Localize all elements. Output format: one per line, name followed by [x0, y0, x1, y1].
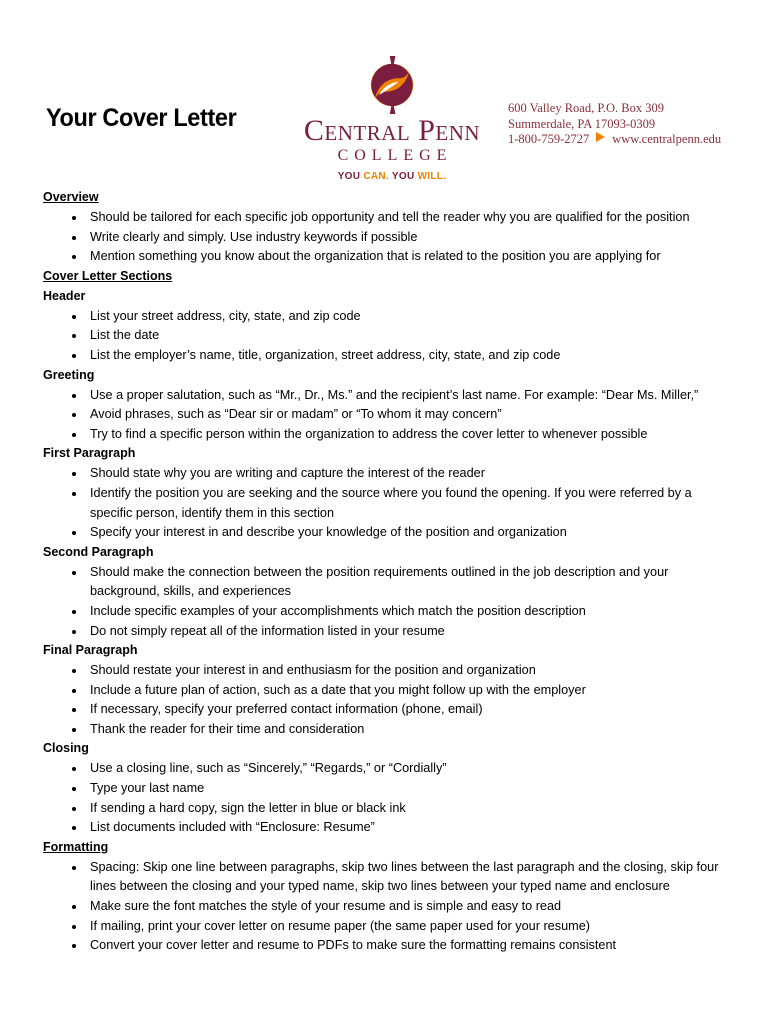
section-heading: Cover Letter Sections: [43, 268, 173, 283]
bullet-list: [43, 208, 727, 267]
document-section: [43, 641, 727, 739]
section-heading-row: [43, 188, 727, 207]
bullet-list: [43, 307, 727, 366]
logo-tagline: [283, 171, 501, 182]
subsection-heading: First Paragraph: [43, 446, 136, 461]
website-link[interactable]: www.centralpenn.edu: [612, 132, 722, 146]
document-section: [43, 267, 727, 286]
section-heading-row: [43, 543, 727, 562]
bullet-item: Should restate your interest in and enthusiasm for the position and organization: [43, 661, 727, 681]
bullet-item: List your street address, city, state, and zip code: [43, 307, 727, 327]
section-heading-row: [43, 641, 727, 660]
bullet-item: Should be tailored for each specific job opportunity and tell the reader why you are qualified for the position: [43, 208, 727, 228]
bullet-item: Use a proper salutation, such as “Mr., Dr., Ms.” and the recipient’s last name. For example: “Dear Ms. Miller,”: [43, 386, 727, 406]
bullet-item: List the date: [43, 326, 727, 346]
bullet-item: Avoid phrases, such as “Dear sir or madam” or “To whom it may concern”: [43, 405, 727, 425]
bullet-list: [43, 858, 727, 956]
logo-subword: COLLEGE: [337, 147, 453, 164]
arrow-right-icon: [596, 132, 605, 142]
address-line-city: Summerdale, PA 17093-0309: [508, 116, 656, 131]
bullet-list: [43, 386, 727, 445]
bullet-item: Thank the reader for their time and consideration: [43, 720, 727, 740]
contact-address-block: [508, 101, 721, 148]
bullet-list: [43, 464, 727, 542]
document-section: [43, 739, 727, 837]
bullet-item: Should state why you are writing and capture the interest of the reader: [43, 464, 727, 484]
bullet-item: Do not simply repeat all of the information listed in your resume: [43, 622, 727, 642]
bullet-item: If necessary, specify your preferred contact information (phone, email): [43, 700, 727, 720]
subsection-heading: Greeting: [43, 367, 95, 382]
bullet-item: Specify your interest in and describe your knowledge of the position and organization: [43, 523, 727, 543]
bullet-item: List the employer’s name, title, organization, street address, city, state, and zip code: [43, 346, 727, 366]
document-section: [43, 543, 727, 641]
section-heading-row: [43, 267, 727, 286]
central-penn-swoosh-mark: [364, 56, 420, 114]
page-title: Your Cover Letter: [46, 104, 237, 132]
tagline-word-2: CAN.: [363, 171, 392, 182]
bullet-list: [43, 563, 727, 641]
bullet-item: If sending a hard copy, sign the letter in blue or black ink: [43, 799, 727, 819]
central-penn-college-logo: [283, 56, 501, 182]
document-section: [43, 366, 727, 445]
document-section: [43, 444, 727, 542]
bullet-item: Write clearly and simply. Use industry keywords if possible: [43, 228, 727, 248]
address-line-street: 600 Valley Road, P.O. Box 309: [508, 101, 665, 115]
subsection-heading: Final Paragraph: [43, 643, 138, 658]
logo-wordmark: Central Penn: [303, 114, 481, 147]
section-heading-row: [43, 444, 727, 463]
section-heading-row: [43, 739, 727, 758]
bullet-item: Type your last name: [43, 779, 727, 799]
section-heading-row: [43, 366, 727, 385]
tagline-word-1: YOU: [337, 171, 364, 182]
section-heading-row: [43, 287, 727, 306]
section-heading: Formatting: [43, 839, 109, 854]
bullet-item: Use a closing line, such as “Sincerely,” “Regards,” or “Cordially”: [43, 759, 727, 779]
bullet-item: Should make the connection between the position requirements outlined in the job description and your background, skills, and experiences: [43, 563, 727, 602]
tagline-word-3: YOU: [391, 171, 418, 182]
bullet-list: [43, 661, 727, 739]
document-section: [43, 287, 727, 366]
phone-number: 1-800-759-2727: [508, 132, 590, 146]
bullet-list: [43, 759, 727, 837]
subsection-heading: Second Paragraph: [43, 544, 154, 559]
document-header: [0, 0, 770, 185]
document-section: [43, 838, 727, 956]
bullet-item: Include a future plan of action, such as a date that you might follow up with the employer: [43, 681, 727, 701]
section-heading: Overview: [43, 190, 99, 204]
subsection-heading: Closing: [43, 741, 89, 756]
section-heading-row: [43, 838, 727, 857]
bullet-item: Spacing: Skip one line between paragraphs, skip two lines between the last paragraph and the closing, skip four lines between the closing and your typed name, skip two lines between your typed name and enclosure: [43, 858, 727, 897]
bullet-item: If mailing, print your cover letter on resume paper (the same paper used for your resume): [43, 917, 727, 937]
subsection-heading: Header: [43, 288, 86, 303]
document-body: [43, 188, 727, 956]
address-line-contact: [508, 132, 721, 148]
bullet-item: Include specific examples of your accomplishments which match the position description: [43, 602, 727, 622]
bullet-item: Identify the position you are seeking and the source where you found the opening. If you were referred by a specific person, identify them in this section: [43, 484, 727, 523]
document-section: [43, 188, 727, 267]
bullet-item: Convert your cover letter and resume to PDFs to make sure the formatting remains consistent: [43, 936, 727, 956]
tagline-word-4: WILL.: [417, 171, 447, 182]
bullet-item: List documents included with “Enclosure: Resume”: [43, 818, 727, 838]
bullet-item: Make sure the font matches the style of your resume and is simple and easy to read: [43, 897, 727, 917]
bullet-item: Try to find a specific person within the organization to address the cover letter to whenever possible: [43, 425, 727, 445]
bullet-item: Mention something you know about the organization that is related to the position you are applying for: [43, 247, 727, 267]
